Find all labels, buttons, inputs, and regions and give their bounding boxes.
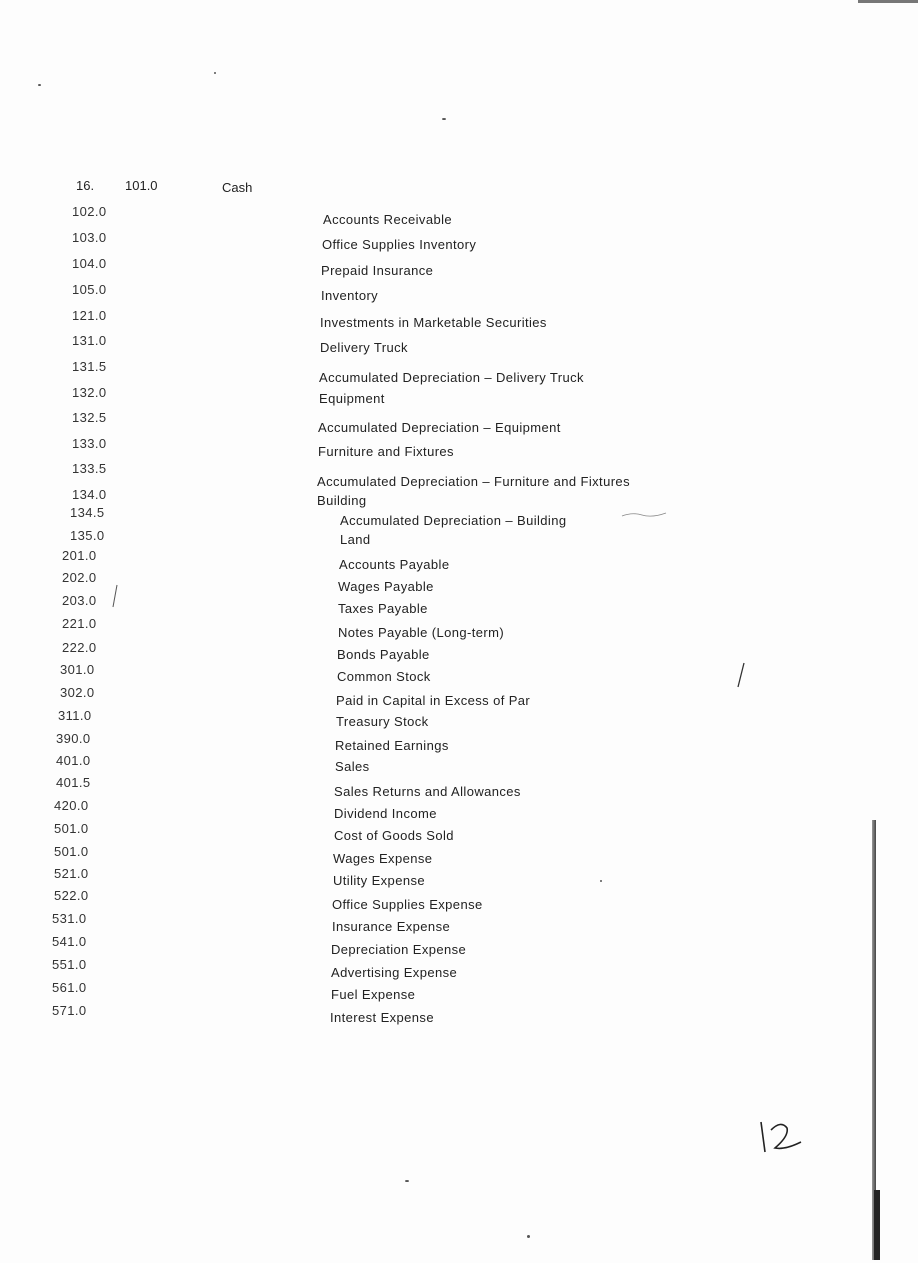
account-number: 102.0 — [72, 204, 107, 219]
account-number: 420.0 — [54, 798, 89, 813]
account-name: Sales Returns and Allowances — [334, 784, 521, 799]
account-name: Treasury Stock — [336, 714, 429, 729]
account-name: Dividend Income — [334, 806, 437, 821]
account-name: Taxes Payable — [338, 601, 428, 616]
account-name: Accounts Receivable — [323, 212, 452, 227]
account-name: Interest Expense — [330, 1010, 434, 1025]
scan-speck — [405, 1180, 409, 1182]
account-number: 134.5 — [70, 505, 105, 520]
account-number: 133.0 — [72, 436, 107, 451]
account-name: Building — [317, 493, 367, 508]
account-name: Depreciation Expense — [331, 942, 467, 957]
account-number: 135.0 — [70, 528, 105, 543]
account-number: 401.5 — [56, 775, 91, 790]
account-number: 132.0 — [72, 385, 107, 400]
account-number: 561.0 — [52, 980, 87, 995]
scan-speck — [527, 1235, 530, 1238]
account-number: 222.0 — [62, 640, 97, 655]
pen-tick-mark-small — [111, 584, 119, 608]
account-number: 551.0 — [52, 957, 87, 972]
account-name: Investments in Marketable Securities — [320, 315, 547, 330]
account-number: 202.0 — [62, 570, 97, 585]
account-name: Accounts Payable — [339, 557, 450, 572]
pen-tick-mark — [735, 662, 747, 688]
account-number: 541.0 — [52, 934, 87, 949]
account-number: 201.0 — [62, 548, 97, 563]
account-number: 203.0 — [62, 593, 97, 608]
account-number: 501.0 — [54, 844, 89, 859]
account-name: Wages Expense — [333, 851, 433, 866]
account-number: 131.5 — [72, 359, 107, 374]
account-name: Cost of Goods Sold — [334, 828, 454, 843]
account-name: Accumulated Depreciation – Furniture and Fixtures — [317, 474, 630, 489]
account-number: 521.0 — [54, 866, 89, 881]
account-name: Furniture and Fixtures — [318, 444, 454, 459]
account-number: 132.5 — [72, 410, 107, 425]
account-name: Delivery Truck — [320, 340, 408, 355]
account-name: Accumulated Depreciation – Building — [340, 513, 567, 528]
account-number: 390.0 — [56, 731, 91, 746]
pen-scribble — [620, 510, 670, 520]
account-number: 301.0 — [60, 662, 95, 677]
problem-number: 16. — [76, 178, 95, 193]
account-name: Utility Expense — [333, 873, 425, 888]
handwritten-page-number — [755, 1118, 805, 1158]
account-name: Equipment — [319, 391, 385, 406]
scan-speck — [442, 118, 446, 120]
scan-edge-shadow-dark — [874, 1190, 880, 1260]
account-number: 302.0 — [60, 685, 95, 700]
account-number: 133.5 — [72, 461, 107, 476]
account-number: 311.0 — [58, 708, 92, 723]
scan-speck — [38, 84, 41, 86]
account-name: Accumulated Depreciation – Equipment — [318, 420, 561, 435]
account-name: Common Stock — [337, 669, 431, 684]
account-number: 131.0 — [72, 333, 107, 348]
account-number: 105.0 — [72, 282, 107, 297]
account-number: 522.0 — [54, 888, 89, 903]
account-name: Office Supplies Inventory — [322, 237, 477, 252]
account-number-first: 101.0 — [125, 178, 158, 193]
account-name: Notes Payable (Long-term) — [338, 625, 505, 640]
account-name: Inventory — [321, 288, 379, 303]
account-name-first: Cash — [222, 180, 253, 195]
account-name: Prepaid Insurance — [321, 263, 434, 278]
account-name: Paid in Capital in Excess of Par — [336, 693, 531, 708]
account-number: 501.0 — [54, 821, 89, 836]
account-name: Retained Earnings — [335, 738, 449, 753]
account-name: Insurance Expense — [332, 919, 451, 934]
account-name: Land — [340, 532, 371, 547]
account-number: 221.0 — [62, 616, 97, 631]
account-name: Advertising Expense — [331, 965, 458, 980]
account-number: 134.0 — [72, 487, 107, 502]
account-name: Bonds Payable — [337, 647, 430, 662]
account-number: 401.0 — [56, 753, 91, 768]
account-name: Accumulated Depreciation – Delivery Truck — [319, 370, 584, 385]
scan-speck — [214, 72, 216, 74]
account-name: Sales — [335, 759, 370, 774]
account-name: Office Supplies Expense — [332, 897, 483, 912]
account-number: 571.0 — [52, 1003, 87, 1018]
scan-speck — [600, 880, 602, 882]
account-number: 531.0 — [52, 911, 87, 926]
account-number: 121.0 — [72, 308, 107, 323]
account-number: 103.0 — [72, 230, 107, 245]
scan-edge-line — [858, 0, 918, 3]
account-name: Wages Payable — [338, 579, 434, 594]
account-name: Fuel Expense — [331, 987, 416, 1002]
account-number: 104.0 — [72, 256, 107, 271]
